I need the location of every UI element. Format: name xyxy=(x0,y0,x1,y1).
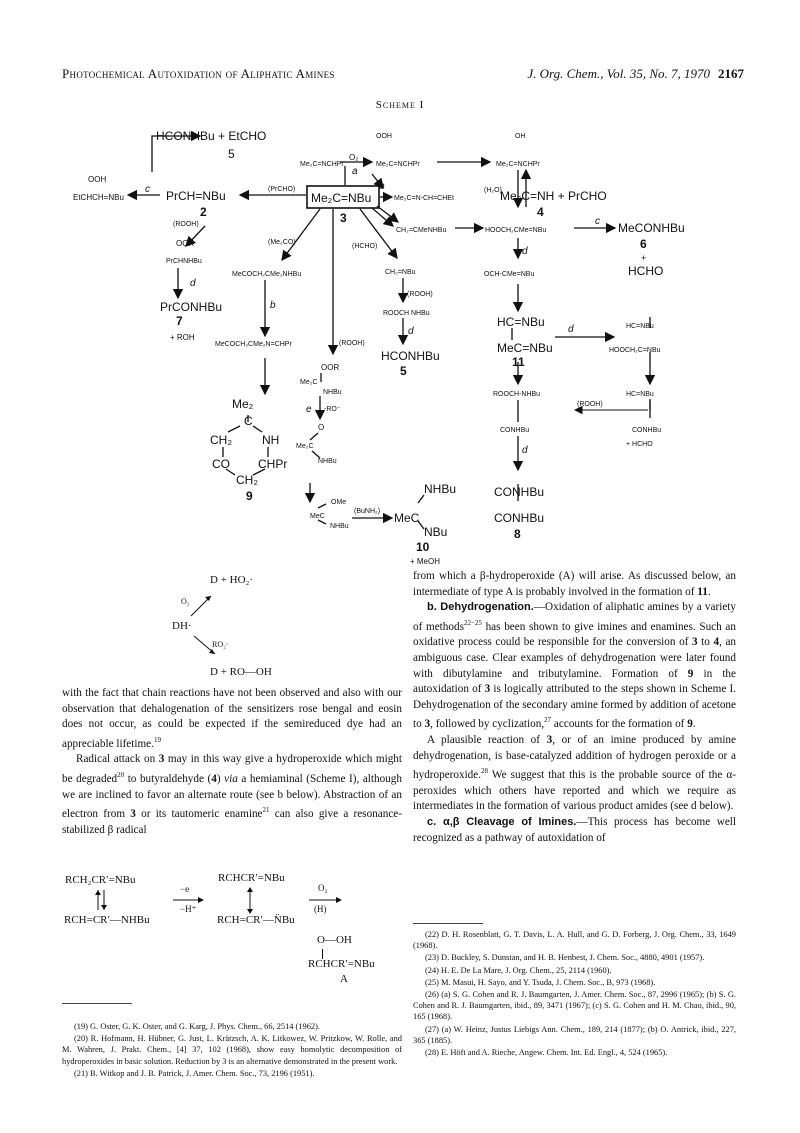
enamine-2: CH₂=CMeNHBu xyxy=(396,227,447,234)
compound-8-bottom: CONHBu xyxy=(494,511,545,525)
hcho-reagent: (HCHO) xyxy=(352,243,378,250)
imine-a: Me₂C=NCHPr xyxy=(300,161,344,168)
nhbu-c: NHBu xyxy=(330,523,349,530)
rooh-reagent-3: (ROOH) xyxy=(339,340,365,347)
amidine-mec: MeC xyxy=(394,511,420,525)
ring-c: C xyxy=(244,414,253,428)
t: can also give a resonance-stabilized β radical xyxy=(62,808,402,836)
t: , an ambiguous case. Clear examples of dehydrogenation were later found with dibutylamine and tributylamine. Formation of xyxy=(413,636,737,680)
amide-left: CONHBu xyxy=(500,427,530,434)
eq2-product: RCHCR′=NBu xyxy=(308,958,375,970)
compound-11-top: HC=NBu xyxy=(497,315,545,329)
running-head: Photochemical Autoxidation of Aliphatic Amines xyxy=(62,66,335,81)
rooh-reagent-4: (ROOH) xyxy=(577,401,603,408)
rooch-nhbu-right: ROOCH-NHBu xyxy=(493,391,541,398)
step-b-label: b xyxy=(379,181,385,192)
t: . xyxy=(692,718,696,731)
amide-right: CONHBu xyxy=(632,427,662,434)
ref-20: 20 xyxy=(117,770,125,779)
eq2-label-a: A xyxy=(340,973,348,985)
t: —This process has become well recognized as a pathway of autoxidation of xyxy=(413,815,736,844)
t: We suggest that this is the probable source of the α-peroxides which others have reported and which we require as intermediates in the formation of various product amides (see d below). xyxy=(413,769,736,813)
journal-ref: J. Org. Chem., Vol. 35, No. 7, 1970 xyxy=(527,66,710,81)
para-beta-hydroperoxide xyxy=(413,569,736,600)
t: Radical attack on xyxy=(76,753,159,766)
reaction-scheme xyxy=(0,108,800,568)
t: may in this way give a hydroperoxide which might be degraded xyxy=(62,753,402,785)
step-c-label-2: c xyxy=(595,216,600,227)
para-cleavage xyxy=(413,815,736,846)
compound-2-number: 2 xyxy=(200,205,207,219)
t: via xyxy=(224,772,238,785)
left-body xyxy=(62,686,402,838)
ring-nh: NH xyxy=(262,433,280,447)
step-c-label: c xyxy=(145,184,150,195)
ref-20-entry: (20) R. Hofmann, H. Hübner, G. Just, L. Krätzsch, A. K. Litkowez, W. Pritzkow, W. Rolle, and M. Wahren, J. Prakt. Chem., [4] 37, 102 (1968), show easy homolytic decomposition of hydroperoxides in basic solution. Reduction by 3 is an alternative demonstrated in the present work. xyxy=(62,1034,402,1066)
rooch-nhbu: ROOCH NHBu xyxy=(383,310,430,317)
para-1-text: with the fact that chain reactions have not been observed and also with our observation that dehalogenation of the sensitizers rose bengal and eosin does not occur, as could be expected if the semireduced dye had an appreciable lifetime. xyxy=(62,687,402,750)
eq2-left-top: RCH₂CR′=NBu xyxy=(65,874,136,886)
compound-ref: 4 xyxy=(211,772,217,785)
compound-ref: 3 xyxy=(424,718,431,731)
step-e-label: e xyxy=(306,404,312,415)
eq2-left-bottom: RCH=CR′—NHBu xyxy=(64,914,150,926)
section-heading-c: c. α,β Cleavage of Imines. xyxy=(427,815,577,828)
page-number: 2167 xyxy=(718,66,744,81)
compound-ref: 3 xyxy=(546,733,553,746)
imine-right: HC=NBu xyxy=(626,391,654,398)
ring-ch2: CH₂ xyxy=(210,433,232,447)
compound-5-number: 5 xyxy=(228,147,235,161)
roh-byproduct: + ROH xyxy=(170,333,195,342)
para-dehydrogenation xyxy=(413,600,736,733)
ref-27: 27 xyxy=(544,716,552,725)
eq2-mid-bottom: RCH=CR′—N̈Bu xyxy=(217,914,295,926)
step-b-label-2: b xyxy=(270,300,276,311)
compound-ref: 9 xyxy=(687,667,694,680)
compound-3-formula: Me₂C=NBu xyxy=(311,191,372,205)
eq2-arrow-1 xyxy=(172,896,206,904)
ref-19-entry: (19) G. Oster, G. K. Oster, and G. Karg, J. Phys. Chem., 66, 2514 (1962). xyxy=(74,1022,320,1031)
diimine-top: HC=NBu xyxy=(626,323,654,330)
t: accounts for the formation of xyxy=(551,718,688,731)
compound-ref: 3 xyxy=(130,808,136,821)
aminoketone: MeCOCH₂CMe₂NHBu xyxy=(232,271,302,278)
eq2-minus-h: −H⁺ xyxy=(180,904,197,914)
prchnhbu: PrCHNHBu xyxy=(166,258,202,265)
t: is logically attributed to the steps shown in Scheme I. Dehydrogenation of the secondary amine formed by addition of acetone to xyxy=(413,683,736,731)
ref-28: 28 xyxy=(481,767,489,776)
oor-label-2: OOR xyxy=(321,363,340,372)
ref-22-25: 22−25 xyxy=(463,618,482,627)
imine-c: Me₂C=NCHPr xyxy=(496,161,540,168)
t: from which a β-hydroperoxide (A) will arise. As discussed below, an intermediate of type A is probably involved in the formation of xyxy=(413,570,736,598)
ref-21-entry: (21) B. Witkop and J. B. Patrick, J. Amer. Chem. Soc., 73, 2196 (1951). xyxy=(74,1068,315,1078)
step-d-label-4: d xyxy=(568,324,574,335)
step-d-label-1: d xyxy=(190,278,196,289)
para-radical-attack xyxy=(62,752,402,838)
water-reagent: (H₂O) xyxy=(484,187,502,194)
journal-citation xyxy=(527,66,744,82)
me2c-a: Me₂C xyxy=(300,379,318,386)
compound-5b-formula: HCONHBu xyxy=(381,349,440,363)
rooh-reagent-2: (ROOH) xyxy=(407,291,433,298)
eq2-equilibrium-arrows xyxy=(90,888,120,914)
t: . xyxy=(707,585,711,598)
compound-7-number: 7 xyxy=(176,314,183,328)
ring-ch2-bottom: CH₂ xyxy=(236,473,258,487)
compound-7-formula: PrCONHBu xyxy=(160,300,223,314)
eq2-resonance-arrow xyxy=(243,886,257,916)
footnote-rule-right xyxy=(413,923,483,924)
t: has been shown to give imines and enamines. Such an oxidative process could be responsible for the conversion of xyxy=(413,620,736,649)
ref-21: 21 xyxy=(262,806,270,815)
footnotes-left xyxy=(62,1021,402,1080)
acetone-reagent: (Me₂CO) xyxy=(268,239,296,246)
t: A plausible reaction of xyxy=(427,733,547,746)
oxygen-plus: O xyxy=(318,423,325,432)
section-heading-b: b. Dehydrogenation. xyxy=(427,601,534,614)
eq2-mid-top: RCHCR′=NBu xyxy=(218,872,285,884)
compound-2-formula: PrCH=NBu xyxy=(166,189,226,203)
t: a hemiaminal (Scheme I), although we are inclined to favor an alternate route (see b below). Abstraction of an electron from xyxy=(62,772,402,821)
eq1-o2: O₂ xyxy=(181,597,190,606)
step-d-label-3: d xyxy=(522,246,528,257)
prcho-reagent: (PrCHO) xyxy=(268,186,296,193)
eq2-minus-e: −e xyxy=(180,884,190,894)
para-peroxide-addition xyxy=(413,733,736,815)
eq1-ro2: RO₂· xyxy=(212,640,229,649)
nhbu-b: NHBu xyxy=(318,458,337,465)
compound-ref: 9 xyxy=(687,718,693,731)
compound-6-number: 6 xyxy=(640,237,647,251)
ref-22-entry: (22) D. H. Rosenblatt, G. T. Davis, L. A. Hull, and G. D. Forberg, J. Org. Chem., 33, 1649 (1968). xyxy=(413,930,736,951)
t: —Oxidation of aliphatic amines by a variety of methods xyxy=(413,601,736,633)
footnotes-right xyxy=(413,929,736,1059)
t: to butyraldehyde ( xyxy=(124,772,212,785)
right-body xyxy=(413,569,736,846)
oor-label-1: OOR xyxy=(176,239,195,248)
rooh-reagent-1: (ROOH) xyxy=(173,221,199,228)
etchch-nbu: EtCHCH=NBu xyxy=(73,193,124,202)
compound-ref: 3 xyxy=(158,753,165,766)
ref-24-entry: (24) H. E. De La Mare, J. Org. Chem., 25, 2114 (1960). xyxy=(425,965,612,975)
hydroperoxy-imine: HOOCH₂CMe=NBu xyxy=(485,227,547,234)
amidine-nhbu: NHBu xyxy=(424,482,457,496)
methylene-imine: CH₂=NBu xyxy=(385,269,416,276)
ooh-top: OOH xyxy=(376,133,392,140)
step-d-label-2: d xyxy=(408,326,414,337)
ref-28-entry: (28) E. Höft and A. Rieche, Angew. Chem. Int. Ed. Engl., 4, 524 (1965). xyxy=(425,1048,668,1058)
ooh-label: OOH xyxy=(88,175,107,184)
amidine-nbu: NBu xyxy=(424,525,448,539)
step-a-label: a xyxy=(352,166,358,177)
ref-26-entry: (26) (a) S. G. Cohen and R. J. Baumgarten, J. Amer. Chem. Soc., 87, 2996 (1965); (b) S. G. Cohen and R. J. Baumgarten, ibid., 89, 3471 (1967); (c) S. G. Cohen and H. M. Chao, ibid., 90, 165 (1968). xyxy=(413,990,736,1022)
enamine: Me₂C=N-CH=CHEt xyxy=(394,195,454,202)
eq1-top: D + HO₂· xyxy=(210,574,254,586)
scheme-title: Scheme I xyxy=(375,99,425,111)
imine-b: Me₂C=NCHPr xyxy=(376,161,420,168)
ref-19: 19 xyxy=(153,735,161,744)
ome-label: OMe xyxy=(331,499,347,506)
product-hconhbu-etcho: HCONHBu + EtCHO xyxy=(156,129,267,143)
eq2-arrow-2 xyxy=(308,896,344,904)
eq2-oooh: O—OH xyxy=(317,934,352,946)
aldehyde-imine: OCH-CMe=NBu xyxy=(484,271,535,278)
para-dehalogenation xyxy=(62,686,402,752)
compound-4-formula: Me₂C=NH + PrCHO xyxy=(500,189,607,203)
ref-25-entry: (25) M. Masui, H. Sayo, and Y. Tsuda, J. Chem. Soc., B, 973 (1968). xyxy=(425,977,656,987)
compound-ref: 3 xyxy=(484,683,491,696)
step-d-label-5: d xyxy=(522,445,528,456)
ring-me2: Me₂ xyxy=(232,397,254,411)
compound-8-top: CONHBu xyxy=(494,485,545,499)
plus-sign: + xyxy=(641,253,647,263)
methanol-byproduct: + MeOH xyxy=(410,557,441,566)
compound-11-number: 11 xyxy=(512,355,525,369)
hcho-plus: + HCHO xyxy=(626,441,653,448)
ref-23-entry: (23) D. Buckley, S. Dunstan, and H. B. Henbest, J. Chem. Soc., 4880, 4901 (1957). xyxy=(425,953,705,963)
diimine-bottom: HOOCH₂C=NBu xyxy=(609,347,661,354)
oh-top: OH xyxy=(515,133,526,140)
eq2-h: (H) xyxy=(314,904,327,914)
compound-3-number: 3 xyxy=(340,211,347,225)
imino-ketone: MeCOCH₂CMe₂N=CHPr xyxy=(215,341,292,348)
ro-minus: -RO⁻ xyxy=(324,406,341,413)
ring-co: CO xyxy=(212,457,230,471)
t: in the autoxidation of xyxy=(413,667,736,696)
eq1-dh: DH· xyxy=(172,620,192,632)
compound-4-number: 4 xyxy=(537,205,544,219)
compound-ref: 3 xyxy=(691,636,698,649)
compound-10-number: 10 xyxy=(416,540,430,554)
compound-ref: 4 xyxy=(713,636,720,649)
me2c-b: Me₂C xyxy=(296,443,314,450)
t: , or of an imine produced by amine dehydrogenation, is base-catalyzed addition of hydrogen peroxide or a hydroperoxide. xyxy=(413,733,736,782)
footnote-rule-left xyxy=(62,1003,132,1004)
formaldehyde: HCHO xyxy=(628,264,664,278)
compound-8-number: 8 xyxy=(514,527,521,541)
compound-ref: 11 xyxy=(697,585,708,598)
butylamine-reagent: (BuNH₂) xyxy=(354,508,381,515)
t: or its tautomeric enamine xyxy=(135,808,263,821)
eq1-bottom: D + RO—OH xyxy=(210,666,272,678)
mec-c: MeC xyxy=(310,513,325,520)
compound-9-number: 9 xyxy=(246,489,253,503)
ref-27-entry: (27) (a) W. Heinz, Justus Liebigs Ann. Chem., 189, 214 (1877); (b) O. Antrick, ibid., 227, 365 (1885). xyxy=(413,1024,736,1045)
compound-5b-number: 5 xyxy=(400,364,407,378)
ring-chpr: CHPr xyxy=(258,457,288,471)
compound-6-formula: MeCONHBu xyxy=(618,221,685,235)
t: , followed by cyclization, xyxy=(430,718,545,731)
t: to xyxy=(697,636,714,649)
t: ) xyxy=(216,772,225,785)
compound-11-bottom: MeC=NBu xyxy=(497,341,553,355)
eq2-o2: O₂ xyxy=(318,883,328,893)
o2-label: O₂ xyxy=(349,153,359,162)
nhbu-a: NHBu xyxy=(323,389,342,396)
